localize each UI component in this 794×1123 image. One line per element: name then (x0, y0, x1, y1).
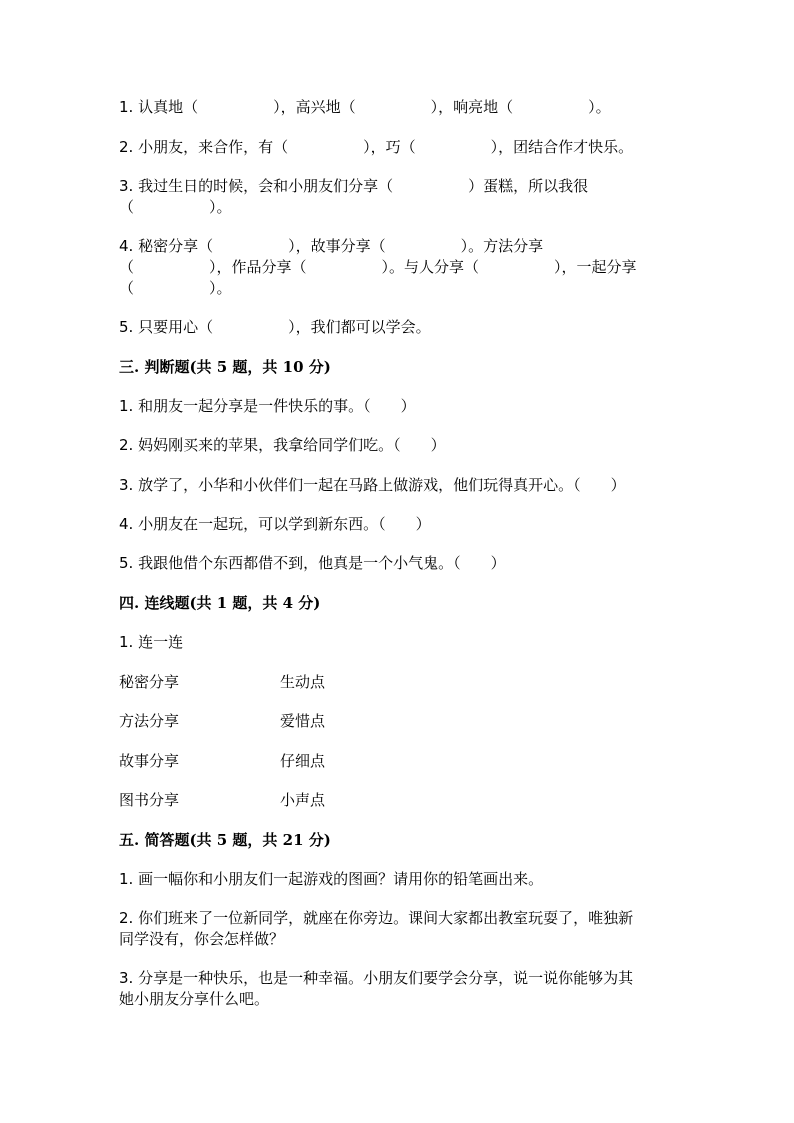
matching-right-item: 仔细点 (280, 752, 326, 770)
fill-question-3-line-1: 3. 我过生日的时候，会和小朋友们分享（ ）蛋糕，所以我很 (119, 177, 589, 195)
short-answer-question-3-line-1: 3. 分享是一种快乐，也是一种幸福。小朋友们要学会分享，说一说你能够为其 (119, 969, 634, 987)
matching-question-1: 1. 连一连 (119, 633, 184, 651)
short-answer-question-3-line-2: 她小朋友分享什么吧。 (119, 990, 270, 1008)
fill-question-1: 1. 认真地（ ），高兴地（ ），响亮地（ ）。 (119, 98, 611, 116)
section-heading-matching: 四. 连线题(共 1 题，共 4 分) (119, 594, 321, 612)
fill-question-4-line-1: 4. 秘密分享（ ），故事分享（ ）。方法分享 (119, 237, 544, 255)
judge-question-1: 1. 和朋友一起分享是一件快乐的事。（ ） (119, 397, 416, 415)
short-answer-question-1: 1. 画一幅你和小朋友们一起游戏的图画？请用你的铅笔画出来。 (119, 870, 544, 888)
matching-right-item: 生动点 (280, 673, 326, 691)
matching-left-item: 方法分享 (119, 712, 180, 730)
section-heading-short-answer: 五. 简答题(共 5 题，共 21 分) (119, 831, 331, 849)
matching-right-item: 小声点 (280, 791, 326, 809)
fill-question-4-line-2: （ ），作品分享（ ）。与人分享（ ），一起分享 (119, 258, 637, 276)
fill-question-3-line-2: （ ）。 (119, 198, 232, 216)
judge-question-5: 5. 我跟他借个东西都借不到，他真是一个小气鬼。（ ） (119, 554, 506, 572)
short-answer-question-2-line-2: 同学没有，你会怎样做？ (119, 930, 285, 948)
short-answer-question-2-line-1: 2. 你们班来了一位新同学，就座在你旁边。课间大家都出教室玩耍了，唯独新 (119, 909, 634, 927)
judge-question-4: 4. 小朋友在一起玩，可以学到新东西。（ ） (119, 515, 431, 533)
matching-left-item: 故事分享 (119, 752, 180, 770)
judge-question-3: 3. 放学了，小华和小伙伴们一起在马路上做游戏，他们玩得真开心。（ ） (119, 476, 626, 494)
fill-question-5: 5. 只要用心（ ），我们都可以学会。 (119, 318, 431, 336)
fill-question-4-line-3: （ ）。 (119, 279, 232, 297)
matching-left-item: 图书分享 (119, 791, 180, 809)
matching-left-item: 秘密分享 (119, 673, 180, 691)
section-heading-true-false: 三. 判断题(共 5 题，共 10 分) (119, 358, 331, 376)
judge-question-2: 2. 妈妈刚买来的苹果，我拿给同学们吃。（ ） (119, 436, 446, 454)
matching-right-item: 爱惜点 (280, 712, 326, 730)
fill-question-2: 2. 小朋友，来合作，有（ ），巧（ ），团结合作才快乐。 (119, 138, 634, 156)
